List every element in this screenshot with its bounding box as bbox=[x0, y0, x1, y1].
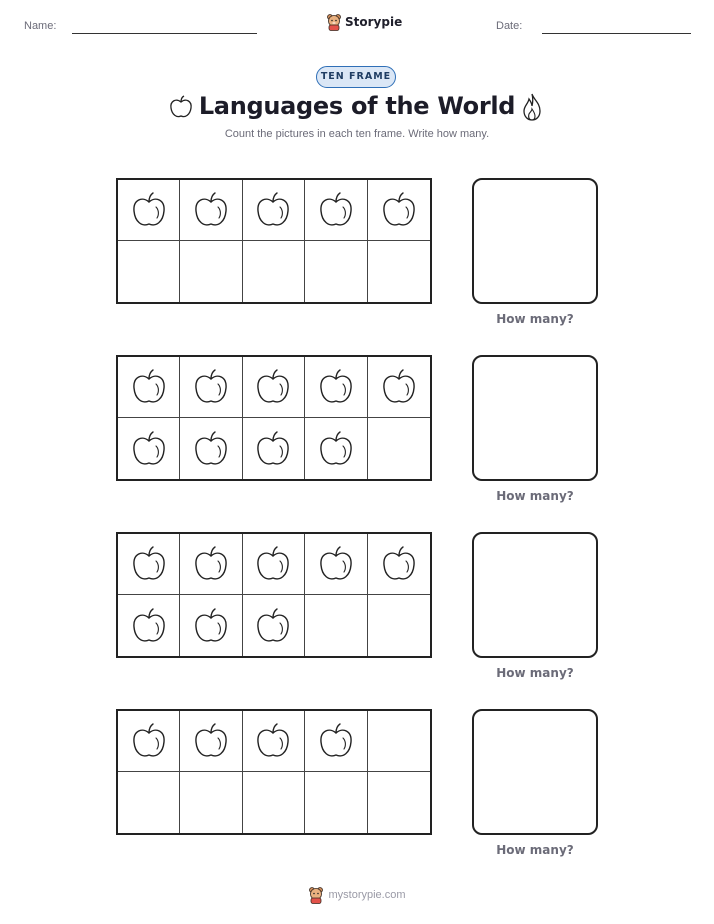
ten-frame-cell bbox=[243, 241, 305, 302]
answer-box[interactable] bbox=[472, 178, 598, 304]
storypie-logo bbox=[326, 12, 402, 32]
ten-frame-cell bbox=[118, 180, 180, 241]
apple-icon bbox=[381, 545, 417, 583]
apple-icon bbox=[255, 722, 291, 760]
answer-box[interactable] bbox=[472, 709, 598, 835]
ten-frame-cell bbox=[243, 711, 305, 772]
apple-icon bbox=[255, 368, 291, 406]
ten-frame-cell bbox=[368, 241, 430, 302]
how-many-label: How many? bbox=[496, 666, 574, 680]
ten-frame bbox=[116, 709, 432, 835]
apple-icon bbox=[131, 368, 167, 406]
ten-frame-cell bbox=[368, 357, 430, 418]
apple-icon bbox=[381, 368, 417, 406]
ten-frame-cell bbox=[305, 534, 367, 595]
apple-icon bbox=[318, 545, 354, 583]
ten-frame-cell bbox=[243, 772, 305, 833]
ten-frame-cell bbox=[180, 534, 242, 595]
ten-frame-cell bbox=[305, 418, 367, 479]
ten-frame-cell bbox=[118, 241, 180, 302]
ten-frame-cell bbox=[243, 357, 305, 418]
apple-icon bbox=[131, 722, 167, 760]
ten-frame-cell bbox=[118, 418, 180, 479]
ten-frame-cell bbox=[243, 180, 305, 241]
ten-frame-cell bbox=[180, 418, 242, 479]
ten-frame-cell bbox=[118, 595, 180, 656]
ten-frame-cell bbox=[180, 180, 242, 241]
ten-frame-cell bbox=[368, 418, 430, 479]
ten-frame-cell bbox=[368, 595, 430, 656]
ten-frame bbox=[116, 178, 432, 304]
ten-frame-cell bbox=[180, 595, 242, 656]
footer bbox=[0, 886, 714, 904]
apple-icon bbox=[255, 430, 291, 468]
ten-frame bbox=[116, 532, 432, 658]
ten-frame-cell bbox=[368, 711, 430, 772]
ten-frame-cell bbox=[305, 241, 367, 302]
date-label: Date: bbox=[496, 20, 523, 32]
apple-icon bbox=[318, 368, 354, 406]
apple-icon bbox=[131, 607, 167, 645]
apple-icon bbox=[193, 722, 229, 760]
ten-frame-cell bbox=[180, 772, 242, 833]
apple-icon bbox=[255, 607, 291, 645]
apple-icon bbox=[131, 430, 167, 468]
logo-text: Storypie bbox=[345, 15, 403, 29]
apple-icon bbox=[318, 191, 354, 229]
instructions: Count the pictures in each ten frame. Write how many. bbox=[224, 128, 490, 140]
ten-frame-cell bbox=[180, 241, 242, 302]
apple-icon bbox=[131, 191, 167, 229]
ten-frame-cell bbox=[180, 357, 242, 418]
ten-frame-cell bbox=[305, 357, 367, 418]
name-line[interactable] bbox=[72, 33, 257, 34]
bear-mascot-icon bbox=[326, 13, 342, 31]
apple-icon bbox=[318, 722, 354, 760]
ten-frame-cell bbox=[368, 180, 430, 241]
apple-icon bbox=[193, 607, 229, 645]
apple-icon bbox=[193, 191, 229, 229]
ten-frame-cell bbox=[305, 711, 367, 772]
ten-frame-cell bbox=[243, 595, 305, 656]
how-many-label: How many? bbox=[496, 489, 574, 503]
name-label: Name: bbox=[24, 20, 57, 32]
ten-frame bbox=[116, 355, 432, 481]
apple-icon bbox=[193, 430, 229, 468]
apple-icon bbox=[131, 545, 167, 583]
ten-frame-cell bbox=[118, 357, 180, 418]
ten-frame-cell bbox=[305, 180, 367, 241]
apple-icon bbox=[318, 430, 354, 468]
apple-icon bbox=[193, 545, 229, 583]
page-title: Languages of the World bbox=[198, 92, 516, 120]
ten-frame-cell bbox=[118, 711, 180, 772]
apple-icon bbox=[255, 191, 291, 229]
answer-box[interactable] bbox=[472, 532, 598, 658]
footer-url: mystorypie.com bbox=[328, 889, 406, 901]
how-many-label: How many? bbox=[496, 312, 574, 326]
apple-icon bbox=[193, 368, 229, 406]
ten-frame-cell bbox=[305, 595, 367, 656]
bear-mascot-icon bbox=[308, 886, 324, 904]
ten-frame-cell bbox=[180, 711, 242, 772]
ten-frame-badge: TEN FRAME bbox=[316, 66, 396, 88]
ten-frame-cell bbox=[243, 534, 305, 595]
answer-box[interactable] bbox=[472, 355, 598, 481]
apple-icon bbox=[255, 545, 291, 583]
fire-icon bbox=[520, 92, 544, 122]
ten-frame-cell bbox=[368, 534, 430, 595]
ten-frame-cell bbox=[368, 772, 430, 833]
date-line[interactable] bbox=[542, 33, 691, 34]
apple-icon bbox=[381, 191, 417, 229]
ten-frame-cell bbox=[305, 772, 367, 833]
how-many-label: How many? bbox=[496, 843, 574, 857]
ten-frame-cell bbox=[243, 418, 305, 479]
ten-frame-cell bbox=[118, 772, 180, 833]
ten-frame-cell bbox=[118, 534, 180, 595]
